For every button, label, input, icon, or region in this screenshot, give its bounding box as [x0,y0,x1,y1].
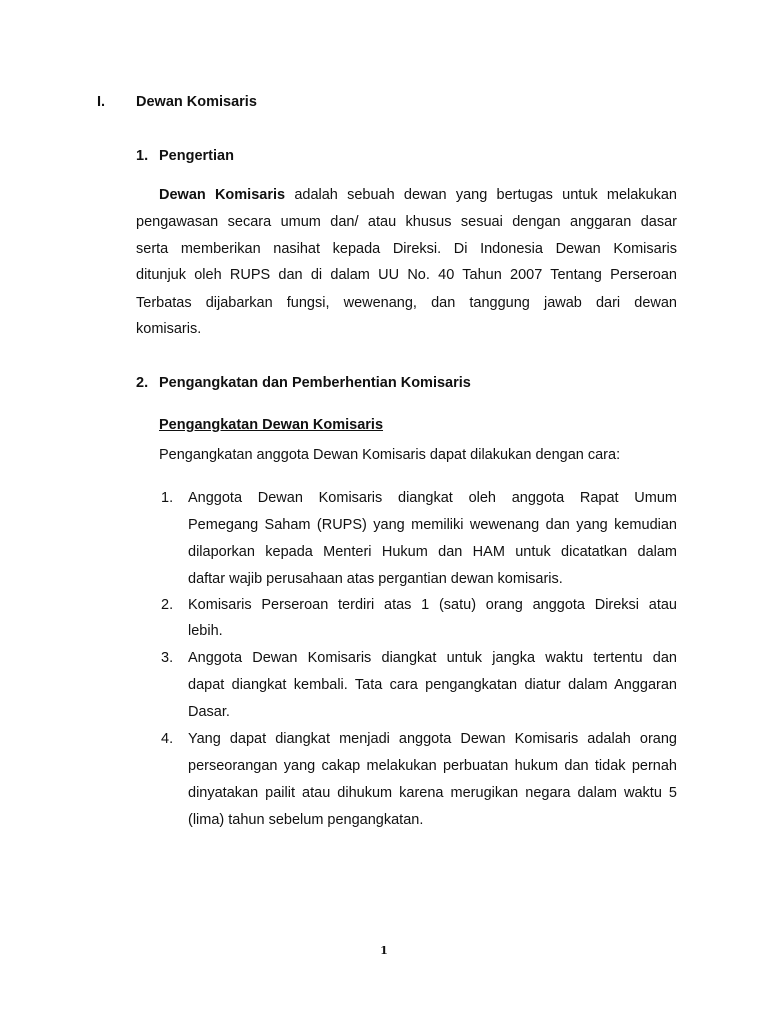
definition-term: Dewan Komisaris [159,187,286,203]
appointment-heading: Pengangkatan Dewan Komisaris [159,417,384,433]
subsection-2-title: Pengangkatan dan Pemberhentian Komisaris [159,375,471,391]
appointment-intro: Pengangkatan anggota Dewan Komisaris dapat dilakukan dengan cara: [159,447,621,463]
list-item-line: Anggota Dewan Komisaris diangkat untuk jangka waktu tertentu dan [188,650,677,666]
list-item-line: (lima) tahun sebelum pengangkatan. [188,812,424,828]
section-numeral: I. [97,94,106,110]
list-item-number: 4. [161,731,174,747]
list-item-line: lebih. [188,623,223,639]
list-item-line: dinyatakan pailit atau dihukum karena merugikan negara dalam waktu 5 [188,785,677,801]
list-item-line: dapat diangkat kembali. Tata cara pengangkatan diatur dalam Anggaran [188,677,677,693]
definition-line-6: komisaris. [136,321,202,337]
definition-line-1 [159,186,677,204]
definition-line-1-text: adalah sebuah dewan yang bertugas untuk melakukan [294,187,677,203]
definition-line-3: serta memberikan nasihat kepada Direksi. Di Indonesia Dewan Komisaris [136,241,677,257]
list-item-number: 1. [161,490,174,506]
list-item-line: Dasar. [188,704,230,720]
page-number: 1 [380,944,388,957]
list-item-line: Anggota Dewan Komisaris diangkat oleh anggota Rapat Umum [188,490,677,506]
subsection-1-title: Pengertian [159,148,234,164]
list-item-line: Pemegang Saham (RUPS) yang memiliki wewenang dan yang kemudian [188,517,677,533]
definition-line-4: ditunjuk oleh RUPS dan di dalam UU No. 40 Tahun 2007 Tentang Perseroan [136,267,677,283]
list-item-line: Komisaris Perseroan terdiri atas 1 (satu) orang anggota Direksi atau [188,597,677,613]
section-title: Dewan Komisaris [136,94,257,110]
list-item-line: dilaporkan kepada Menteri Hukum dan HAM untuk dicatatkan dalam [188,544,677,560]
list-item-line: Yang dapat diangkat menjadi anggota Dewan Komisaris adalah orang [188,731,677,747]
subsection-2-number: 2. [136,375,149,391]
definition-line-2: pengawasan secara umum dan/ atau khusus sesuai dengan anggaran dasar [136,214,677,230]
list-item-number: 2. [161,597,174,613]
list-item-number: 3. [161,650,174,666]
list-item-line: daftar wajib perusahaan atas pergantian dewan komisaris. [188,571,563,587]
list-item-line: perseorangan yang cakap melakukan perbuatan hukum dan tidak pernah [188,758,677,774]
subsection-1-number: 1. [136,148,149,164]
definition-line-5: Terbatas dijabarkan fungsi, wewenang, dan tanggung jawab dari dewan [136,295,677,311]
